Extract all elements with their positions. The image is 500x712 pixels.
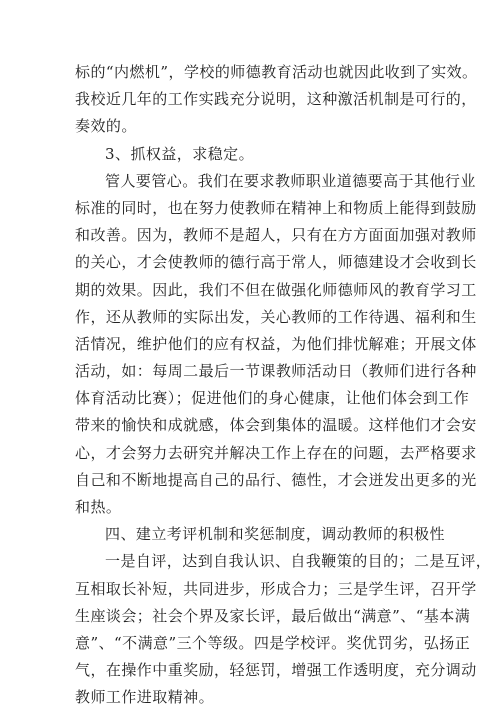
text-line: 体育活动比赛）；促进他们的身心健康，让他们体会到工作 [75,389,470,408]
text-line: 标的“内燃机”，学校的师德教育活动也就因此收到了实效。 [75,63,478,81]
section-heading: 四、建立考评机制和奖惩制度，调动教师的积极性 [105,525,445,544]
text-line: 期的效果。因此，我们不但在做强化师德师风的教育学习工 [75,280,477,299]
text-line: 标准的同时，也在努力使教师在精神上和物质上能得到鼓励 [75,198,477,217]
text-line: 教师工作进取精神。 [75,688,215,707]
text-line: 和改善。因为，教师不是超人，只有在方方面面加强对教师 [75,226,477,245]
paragraph-first-line: 管人要管心。我们在要求教师职业道德要高于其他行业 [105,171,476,190]
text-line: 自己和不断地提高自己的品行、德性，才会迸发出更多的光 [75,470,477,489]
document-body [75,59,492,712]
section-heading: 3、抓权益，求稳定。 [105,144,255,163]
text-line: 活情况，维护他们的应有权益，为他们排忧解难；开展文体 [75,334,477,353]
text-line: 奏效的。 [75,117,137,136]
text-line: 我校近几年的工作实践充分说明，这种激活机制是可行的， [75,90,477,109]
text-line: 心，才会努力去研究并解决工作上存在的问题，去严格要求 [75,443,477,462]
text-line: 作，还从教师的实际出发，关心教师的工作待遇、福利和生 [75,307,477,326]
text-line: 气，在操作中重奖励，轻惩罚，增强工作透明度，充分调动 [75,661,477,680]
text-line: 互相取长补短，共同进步，形成合力；三是学生评，召开学 [75,579,477,598]
text-line: 意”、“不满意”三个等级。四是学校评。奖优罚劣，弘扬正 [75,633,471,652]
text-line: 和热。 [75,498,122,516]
text-line: 活动，如：每周二最后一节课教师活动日（教师们进行各种 [75,362,477,381]
text-line: 生座谈会；社会个界及家长评，最后做出“满意”、“基本满 [75,606,471,625]
text-line: 的关心，才会使教师的德行高于常人，师德建设才会收到长 [75,253,477,272]
text-line: 带来的愉快和成就感，体会到集体的温暖。这样他们才会安 [75,416,477,435]
paragraph-first-line: 一是自评，达到自我认识、自我鞭策的目的；二是互评， [105,552,492,571]
